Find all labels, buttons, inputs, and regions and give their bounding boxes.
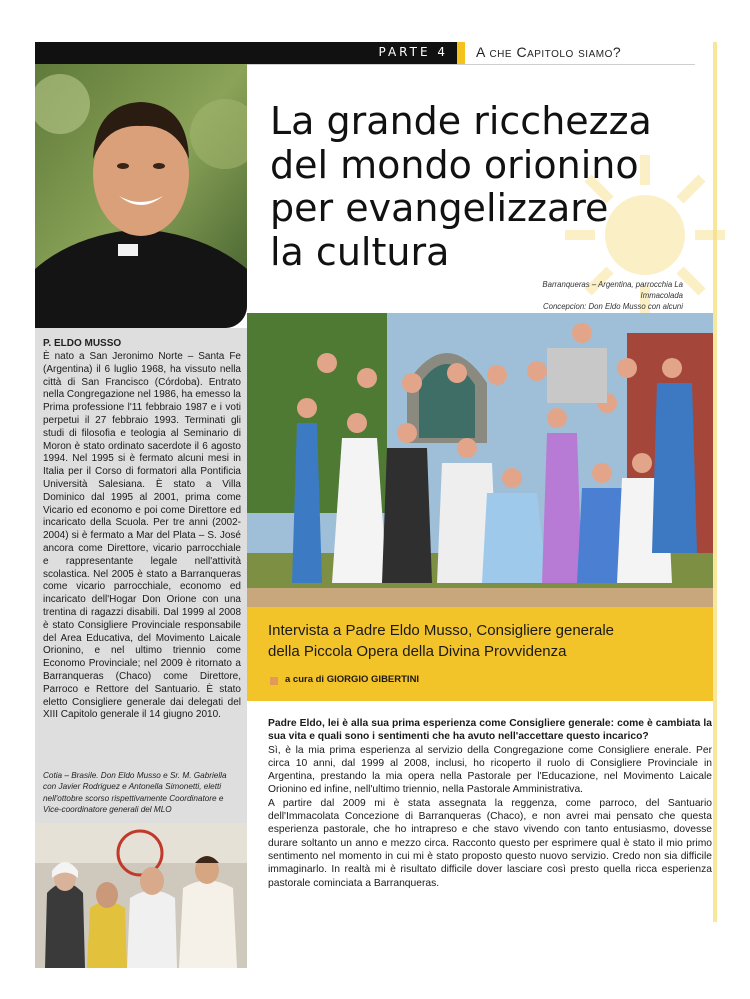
- interview-heading: [268, 620, 698, 662]
- answer-paragraph: A partire dal 2009 mi è stata assegnata la reggenza, come parroco, del Santuario dell'Immacolata Concezione di Barranqueras (Chaco), e non avrei mai pensato che questa esperienza pastorale, che ho intrapreso e che stavo vivendo con tanto entusiasmo, dovesse durare soltanto un anno e mezzo circa. Racconto questo per esprimere qual è stato il mio primo sentimento nel momento in cui mi è stato proposto questo nuovo servizio. Credo non sia difficile immaginarlo. In realtà mi è risultato difficile dover lasciare così presto quella ricca esperienza pastorale cominciata a Barranqueras.: [268, 797, 712, 889]
- group-photo: [247, 313, 713, 607]
- interview-question: Padre Eldo, lei è alla sua prima esperienza come Consigliere generale: come è cambiata la sua vita e quali sono i sentimenti che ha avuto nell'accettare questo incarico?: [268, 718, 712, 743]
- small-photo-caption: Cotia – Brasile. Don Eldo Musso e Sr. M. Gabriella con Javier Rodriguez e Antonella Simonetti, eletti nell'ottobre scorso rispettivamente Coordinatore e Vice-coordinatore generali del MLO: [43, 771, 227, 814]
- header-accent: [457, 42, 465, 64]
- portrait-photo: [35, 64, 247, 328]
- heading-line: della Piccola Opera della Divina Provvidenza: [268, 643, 567, 660]
- credit-square-icon: [270, 677, 278, 685]
- section-header-bar: [35, 42, 460, 64]
- section-label: PARTE 4: [378, 45, 448, 59]
- group-photo-small: [35, 823, 247, 968]
- chapter-title: A che Capitolo siamo?: [476, 44, 622, 60]
- article-body: [268, 717, 712, 890]
- article-title: [270, 100, 710, 274]
- caption-line: Concepcion: Don Eldo Musso con alcuni: [543, 302, 683, 311]
- title-line: del mondo orionino: [270, 142, 639, 187]
- author-credit: a cura di GIORGIO GIBERTINI: [285, 674, 420, 685]
- title-line: La grande ricchezza: [270, 99, 652, 143]
- biography-text: È nato a San Jeronimo Norte – Santa Fe (Argentina) il 6 luglio 1968, ha vissuto nella città di San Francisco (Córdoba). Entrato nella Congregazione nel 1986, ha emesso la Prima professione l'11 febbraio 1987 e i voti perpetui il 27 febbraio 1993. Terminati gli studi di filosofia e teologia al Seminario di Moron è stato ordinato sacerdote il 6 agosto 1994. Nel 1995 si è fermato alcuni mesi in Italia per il Corso di formatori alla Pontificia Università Salesiana. È stato a Villa Dominico dal 1995 al 2001, prima come Vicario ed economo e poi come Direttore ed incaricato della Scuola. Per tre anni (2002-2004) si è fermato a Mar del Plata – S. José ancora come Direttore, vicario parrocchiale e rappresentante legale nell'attività scolastica. Nel 2005 è stato a Barranqueras come vicario parrocchiale, economo ed incaricato dell'Hogar Don Orione con una trentina di ragazzi disabili. Dal 1999 al 2008 è stato Consigliere Provinciale responsabile del Area Educativa, del Movimento Laicale Orionino, e nel ultimo triennio come Economo Provinciale; nel 2009 è ritornato a Barranqueras (Chaco) come Direttore, Parroco e Rettore del Santuario. È stato eletto Consigliere generale dai delegati del XIII Capitolo generale il 14 giugno 2010.: [43, 351, 241, 721]
- title-line: la cultura: [270, 229, 450, 274]
- heading-line: Intervista a Padre Eldo Musso, Consigliere generale: [268, 622, 615, 639]
- title-line: per evangelizzare: [270, 186, 609, 230]
- answer-paragraph: Sì, è la mia prima esperienza al servizio della Congregazione come Consigliere enerale. Per circa 10 anni, dal 1999 al 2008, inclusi, ho ricoperto il ruolo di Consigliere Provinciale in Argentina, prestando la mia opera nella Pastorale per l'Educazione, nel Movimento Laicale Orionino ed infine, nell'ultimo triennio, nella Pastorale Amministrativa.: [268, 744, 712, 796]
- biography-name: P. ELDO MUSSO: [43, 338, 122, 349]
- caption-line: Barranqueras – Argentina, parrocchia La Immacolada: [542, 280, 683, 300]
